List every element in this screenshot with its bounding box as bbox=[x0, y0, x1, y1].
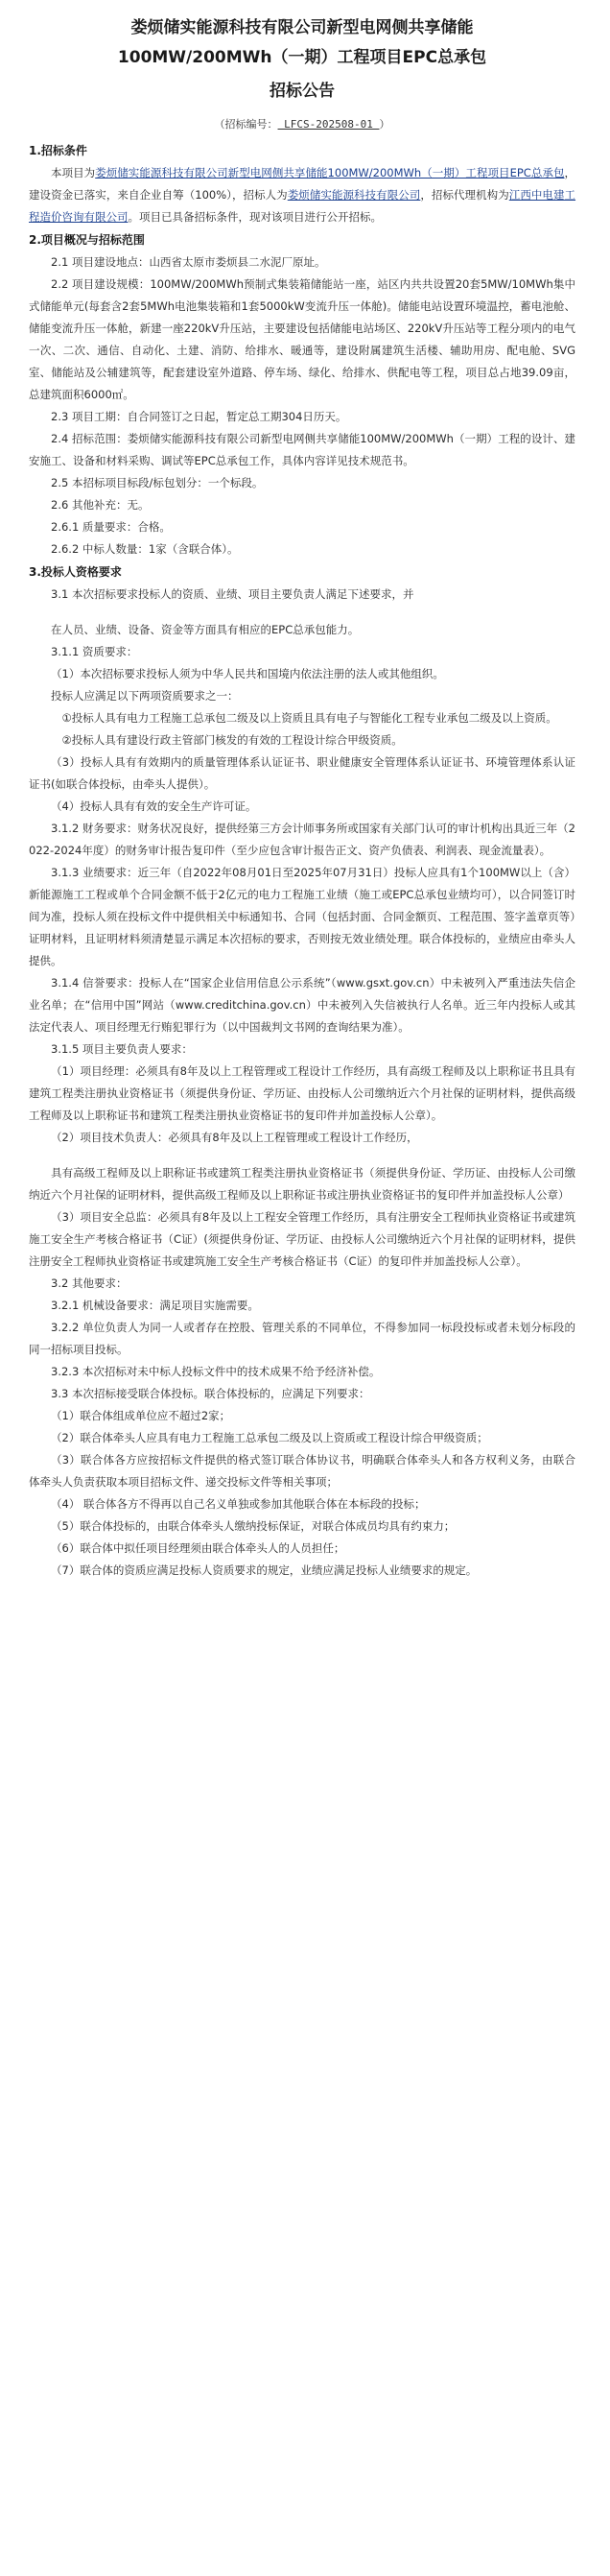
title-line-2: 100MW/200MWh（一期）工程项目EPC总承包 bbox=[117, 48, 487, 67]
para-3-3-7: （7）联合体的资质应满足投标人资质要求的规定，业绩应满足投标人业绩要求的规定。 bbox=[51, 1563, 478, 1577]
bid-number-label: （招标编号： bbox=[214, 118, 278, 131]
para-3-3-2: （2）联合体牵头人应具有电力工程施工总承包二级及以上资质或工程设计综合甲级资质； bbox=[51, 1431, 488, 1444]
para-2-4: 2.4 招标范围：娄烦储实能源科技有限公司新型电网侧共享储能100MW/200MWh（一期）工程的设计、建安施工、设备和材料采购、调试等EPC总承包工作，具体内容详见技术规范书。 bbox=[29, 432, 575, 467]
para-2-3: 2.3 项目工期：自合同签订之日起，暂定总工期304日历天。 bbox=[51, 410, 347, 423]
s1-agent-name: 江西中电建工程造价咨询有限公司 bbox=[29, 188, 576, 224]
para-3-1-1-option-2: ②投标人具有建设行政主管部门核发的有效的工程设计综合甲级资质。 bbox=[61, 733, 403, 747]
para-3-1-1-4: （4）投标人具有有效的安全生产许可证。 bbox=[51, 799, 257, 813]
para-3-2: 3.2 其他要求： bbox=[51, 1276, 128, 1290]
title-line-3: 招标公告 bbox=[270, 82, 335, 101]
para-3-1-5-2b: 具有高级工程师及以上职称证书或建筑工程类注册执业资格证书（须提供身份证、学历证、由投标人公司缴纳近六个月社保的证明材料，提供高级工程师及以上职称证书或注册执业资格证书的复印件并加盖投标人公章） bbox=[29, 1166, 575, 1202]
bid-number-close: ） bbox=[379, 118, 390, 131]
para-3-3-5: （5）联合体投标的，由联合体牵头人缴纳投标保证，对联合体成员均具有约束力； bbox=[51, 1519, 456, 1533]
s1-project-name: 娄烦储实能源科技有限公司新型电网侧共享储能100MW/200MWh（一期）工程项目EPC总承包 bbox=[95, 166, 565, 179]
bid-number bbox=[29, 116, 575, 131]
para-3-1-5: 3.1.5 项目主要负责人要求： bbox=[51, 1042, 193, 1056]
para-2-5: 2.5 本招标项目标段/标包划分：一个标段。 bbox=[51, 476, 264, 489]
s1-text-b: ，建设资金已落实，来自企业自筹（100%），招标人为 bbox=[29, 166, 575, 202]
para-3-1-2: 3.1.2 财务要求：财务状况良好，提供经第三方会计师事务所或国家有关部门认可的审计机构出具近三年（2022-2024年度）的财务审计报告复印件（至少应包含审计报告正文、资产负债表、利润表、现金流量表）。 bbox=[29, 822, 575, 857]
para-3-3-1: （1）联合体组成单位应不超过2家； bbox=[51, 1409, 231, 1422]
para-3-1b: 在人员、业绩、设备、资金等方面具有相应的EPC总承包能力。 bbox=[51, 623, 360, 636]
para-3-1a: 3.1 本次招标要求投标人的资质、业绩、项目主要负责人满足下述要求，并 bbox=[51, 587, 414, 601]
para-3-1-1-p2: 投标人应满足以下两项资质要求之一： bbox=[51, 689, 239, 703]
para-2-2: 2.2 项目建设规模：100MW/200MWh预制式集装箱储能站一座，站区内共共设置20套5MW/10MWh集中式储能单元(每套含2套5MWh电池集装箱和1套5000kW变流升压一体舱)。储能电站设置环境温控，蓄电池舱、储能变流升压一体舱，新建一座220kV升压站，主要建设包括储能电站场区、220kV升压站等工程分项内的电气一次、二次、通信、自动化、土建、消防、给排水、暖通等，建设附属建筑生活楼、辅助用房、配电舱、SVG室、储能站及公辅建筑等，配套建设室外道路、停车场、绿化、给排水、供配电等工程，项目总占地39.09亩，总建筑面积6000㎡。 bbox=[29, 277, 575, 401]
section-2-title: 2.项目概况与招标范围 bbox=[29, 233, 145, 247]
section-1-title: 1.招标条件 bbox=[29, 144, 87, 157]
title-line-1: 娄烦储实能源科技有限公司新型电网侧共享储能 bbox=[130, 18, 474, 37]
para-3-2-2: 3.2.2 单位负责人为同一人或者存在控股、管理关系的不同单位，不得参加同一标段投标或者未划分标段的同一招标项目投标。 bbox=[29, 1321, 575, 1356]
section-3-title: 3.投标人资格要求 bbox=[29, 565, 122, 579]
para-2-6: 2.6 其他补充：无。 bbox=[51, 498, 150, 512]
para-3-1-5-1: （1）项目经理：必须具有8年及以上工程管理或工程设计工作经历，具有高级工程师及以上职称证书且具有建筑工程类注册执业资格证书（须提供身份证、学历证、由投标人公司缴纳近六个月社保的证明材料，提供高级工程师及以上职称证书和建筑工程类注册执业资格证书的复印件并加盖投标人公章）。 bbox=[29, 1064, 575, 1122]
s1-text-d: 。项目已具备招标条件，现对该项目进行公开招标。 bbox=[128, 210, 382, 224]
para-3-2-3: 3.2.3 本次招标对未中标人投标文件中的技术成果不给予经济补偿。 bbox=[51, 1365, 381, 1378]
para-3-3-6: （6）联合体中拟任项目经理须由联合体牵头人的人员担任； bbox=[51, 1541, 345, 1555]
para-3-1-5-3: （3）项目安全总监：必须具有8年及以上工程安全管理工作经历，具有注册安全工程师执业资格证书或建筑施工安全生产考核合格证书（C证）(须提供身份证、学历证、由投标人公司缴纳近六个月社保的证明材料，提供注册安全工程师执业资格证书或建筑施工安全生产考核合格证书（C证）的复印件并加盖投标人公章）。 bbox=[29, 1210, 575, 1268]
section-1-paragraph bbox=[29, 162, 575, 228]
para-2-6-2: 2.6.2 中标人数量：1家（含联合体）。 bbox=[51, 542, 239, 556]
para-3-1-1-p1: （1）本次招标要求投标人须为中华人民共和国境内依法注册的法人或其他组织。 bbox=[51, 667, 444, 680]
para-3-1-1-3: （3）投标人具有有效期内的质量管理体系认证证书、职业健康安全管理体系认证证书、环境管理体系认证证书(如联合体投标，由牵头人提供）。 bbox=[29, 755, 575, 791]
para-2-1: 2.1 项目建设地点：山西省太原市娄烦县二水泥厂原址。 bbox=[51, 255, 326, 269]
para-3-3-4: （4） 联合体各方不得再以自己名义单独或参加其他联合体在本标段的投标； bbox=[51, 1497, 426, 1511]
s1-owner-name: 娄烦储实能源科技有限公司 bbox=[287, 188, 421, 202]
para-3-1-1-option-1: ①投标人具有电力工程施工总承包二级及以上资质且具有电子与智能化工程专业承包二级及以上资质。 bbox=[61, 711, 557, 725]
s1-text-a: 本项目为 bbox=[51, 166, 96, 179]
para-3-1-3: 3.1.3 业绩要求：近三年（自2022年08月01日至2025年07月31日）投标人应具有1个100MW以上（含）新能源施工工程或单个合同金额不低于2亿元的电力工程施工业绩（施工或EPC总承包业绩均可），以合同签订时间为准，投标人须在投标文件中提供相关中标通知书、合同（包括封面、合同金额页、工程范围、签字盖章页等）证明材料，且证明材料须清楚显示满足本次招标的要求，否则按无效业绩处理。联合体投标的，业绩应由牵头人提供。 bbox=[29, 866, 575, 967]
para-3-1-1: 3.1.1 资质要求： bbox=[51, 645, 138, 658]
para-3-2-1: 3.2.1 机械设备要求：满足项目实施需要。 bbox=[51, 1299, 259, 1312]
para-3-1-4: 3.1.4 信誉要求：投标人在“国家企业信用信息公示系统”（www.gsxt.gov.cn）中未被列入严重违法失信企业名单；在“信用中国”网站（www.creditchina.gov.cn）中未被列入失信被执行人名单。近三年内投标人或其法定代表人、项目经理无行贿犯罪行为（以中国裁判文书网的查询结果为准）。 bbox=[29, 976, 575, 1034]
bid-number-value: LFCS-202508-01 bbox=[277, 118, 380, 131]
para-3-3-3: （3）联合体各方应按招标文件提供的格式签订联合体协议书，明确联合体牵头人和各方权利义务，由联合体牵头人负责获取本项目招标文件、递交投标文件等相关事项； bbox=[29, 1453, 575, 1489]
para-2-6-1: 2.6.1 质量要求：合格。 bbox=[51, 520, 171, 534]
para-3-1-5-2a: （2）项目技术负责人：必须具有8年及以上工程管理或工程设计工作经历， bbox=[51, 1131, 418, 1144]
para-3-3: 3.3 本次招标接受联合体投标。联合体投标的，应满足下列要求： bbox=[51, 1387, 370, 1400]
s1-text-c: ，招标代理机构为 bbox=[420, 188, 509, 202]
